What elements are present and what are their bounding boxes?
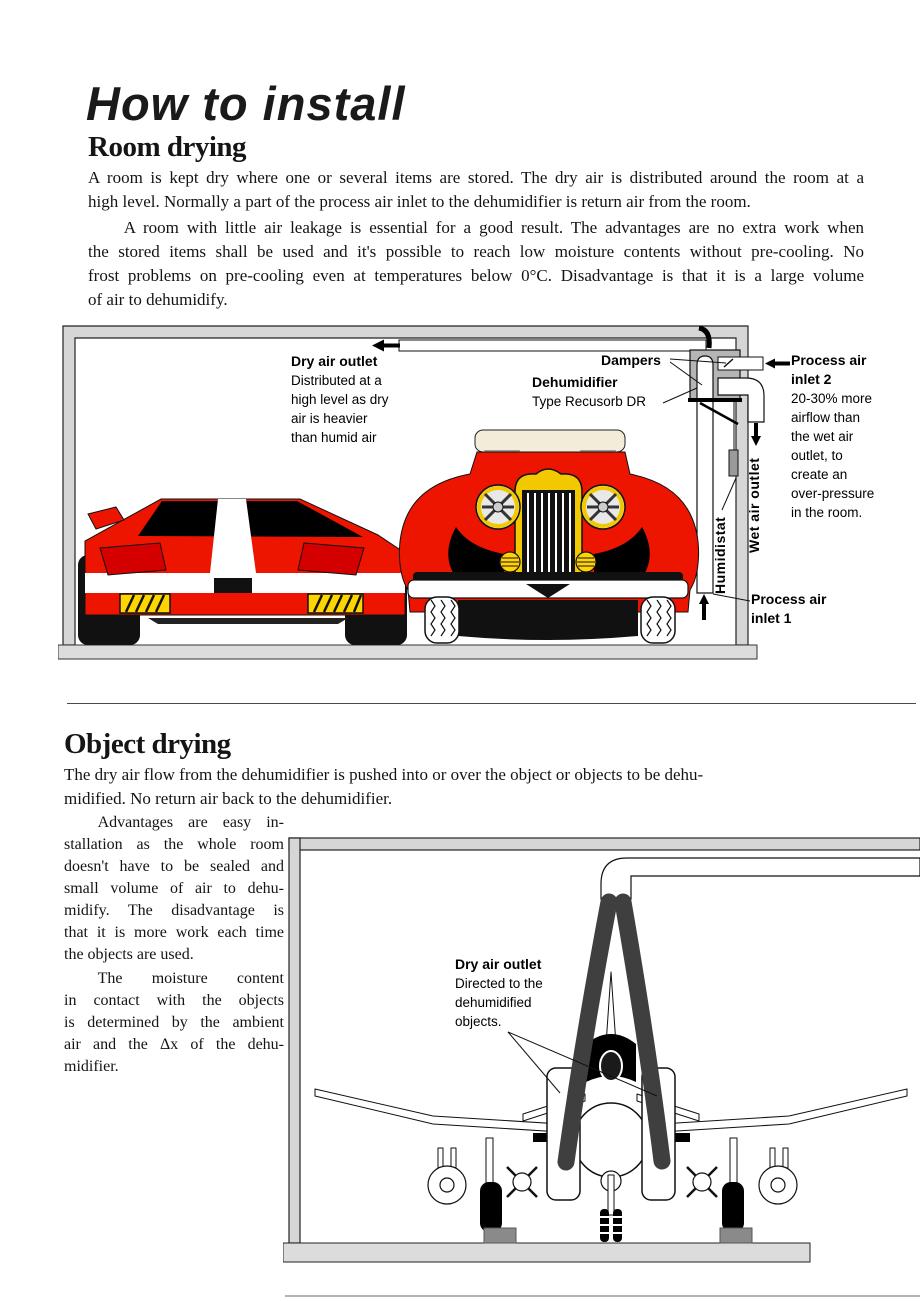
process-air-inlet2-label: Process air inlet 2 20-30% more airflow than the wet air outlet, to create an over-pressure in the room. <box>791 352 875 520</box>
hangar-floor <box>283 1243 810 1262</box>
page-bottom-edge <box>285 1295 920 1297</box>
up-arrow-icon <box>699 594 709 620</box>
tire-right <box>641 597 675 643</box>
front-grill-left <box>120 594 170 613</box>
inlet2-left-arrow-icon <box>765 359 790 369</box>
left-arrow-icon <box>372 340 400 352</box>
horn-right <box>576 552 596 572</box>
object-drying-heading: Object drying <box>64 728 231 760</box>
floor <box>58 645 757 659</box>
section-divider <box>67 703 916 704</box>
humidistat-label: Humidistat <box>712 516 728 594</box>
drop-tank-left <box>428 1148 466 1204</box>
object-dry-air-outlet-title: Dry air outlet <box>455 956 542 972</box>
dry-air-outlet-label: Dry air outlet Distributed at a high level as dry air is heavier than humid air <box>291 353 389 445</box>
sports-car-illustration <box>78 499 407 645</box>
process-air-inlet1-label: Process air inlet 1 <box>751 591 827 626</box>
jet-illustration <box>315 972 907 1243</box>
humidistat-sensor <box>729 450 738 476</box>
mounting-bracket <box>688 398 742 402</box>
horn-left <box>500 552 520 572</box>
radome <box>574 1103 648 1177</box>
headlight-left <box>476 485 520 529</box>
main-gear-left <box>480 1138 516 1243</box>
missile-fins-left <box>507 1167 537 1197</box>
object-dry-air-outlet-label: Dry air outlet Directed to the dehumidified objects. <box>455 956 543 1029</box>
object-drying-intro: The dry air flow from the dehumidifier is pushed into or over the object or objects to be dehu- midified. No return air back to the dehumidifier. <box>64 765 704 808</box>
wet-air-outlet-label: Wet air outlet <box>746 457 762 553</box>
object-drying-column-paragraph-2: The moisture content in contact with the objects is determined by the ambient air and the Δx of the dehu- midifier. <box>64 970 284 1075</box>
object-drying-diagram <box>283 830 920 1301</box>
dampers-label: Dampers <box>601 352 661 368</box>
room-drying-heading: Room drying <box>88 131 247 163</box>
dry-air-outlet-title: Dry air outlet <box>291 353 378 369</box>
front-grill-right <box>308 594 363 613</box>
vintage-car-illustration <box>399 430 698 643</box>
dry-air-duct <box>601 858 920 899</box>
room-drying-paragraph-2: A room with little air leakage is essential for a good result. The advantages are no extra work when the stored items shall be used and it's possible to reach low moisture contents without pre-cooling. No frost problems on pre-cooling even at temperatures below 0°C. Disadvantage is that it is a large volume of air to dehumidify. <box>88 218 864 309</box>
process-air-inlet1-duct <box>697 356 713 593</box>
dehumidifier-label: Dehumidifier Type Recusorb DR <box>532 374 647 409</box>
room-drying-paragraph-1: A room is kept dry where one or several items are stored. The dry air is distributed around the room at a high level. Normally a part of the process air inlet to the dehumidifier is return air from the room. <box>88 168 864 211</box>
tire-left <box>425 597 459 643</box>
drop-tank-right <box>759 1148 797 1204</box>
down-arrow-icon <box>751 423 761 446</box>
main-gear-right <box>720 1138 752 1243</box>
dry-air-duct <box>399 340 706 351</box>
page-title: How to install <box>86 77 406 130</box>
headlight-right <box>581 485 625 529</box>
process-air-inlet2-duct <box>718 357 763 370</box>
object-drying-column-paragraph-1: Advantages are easy in- stallation as the whole room doesn't have to be sealed and small volume of air to dehu- midify. The disadvantage is that it is more work each time the objects are used. <box>64 814 284 963</box>
missile-fins-right <box>687 1167 717 1197</box>
